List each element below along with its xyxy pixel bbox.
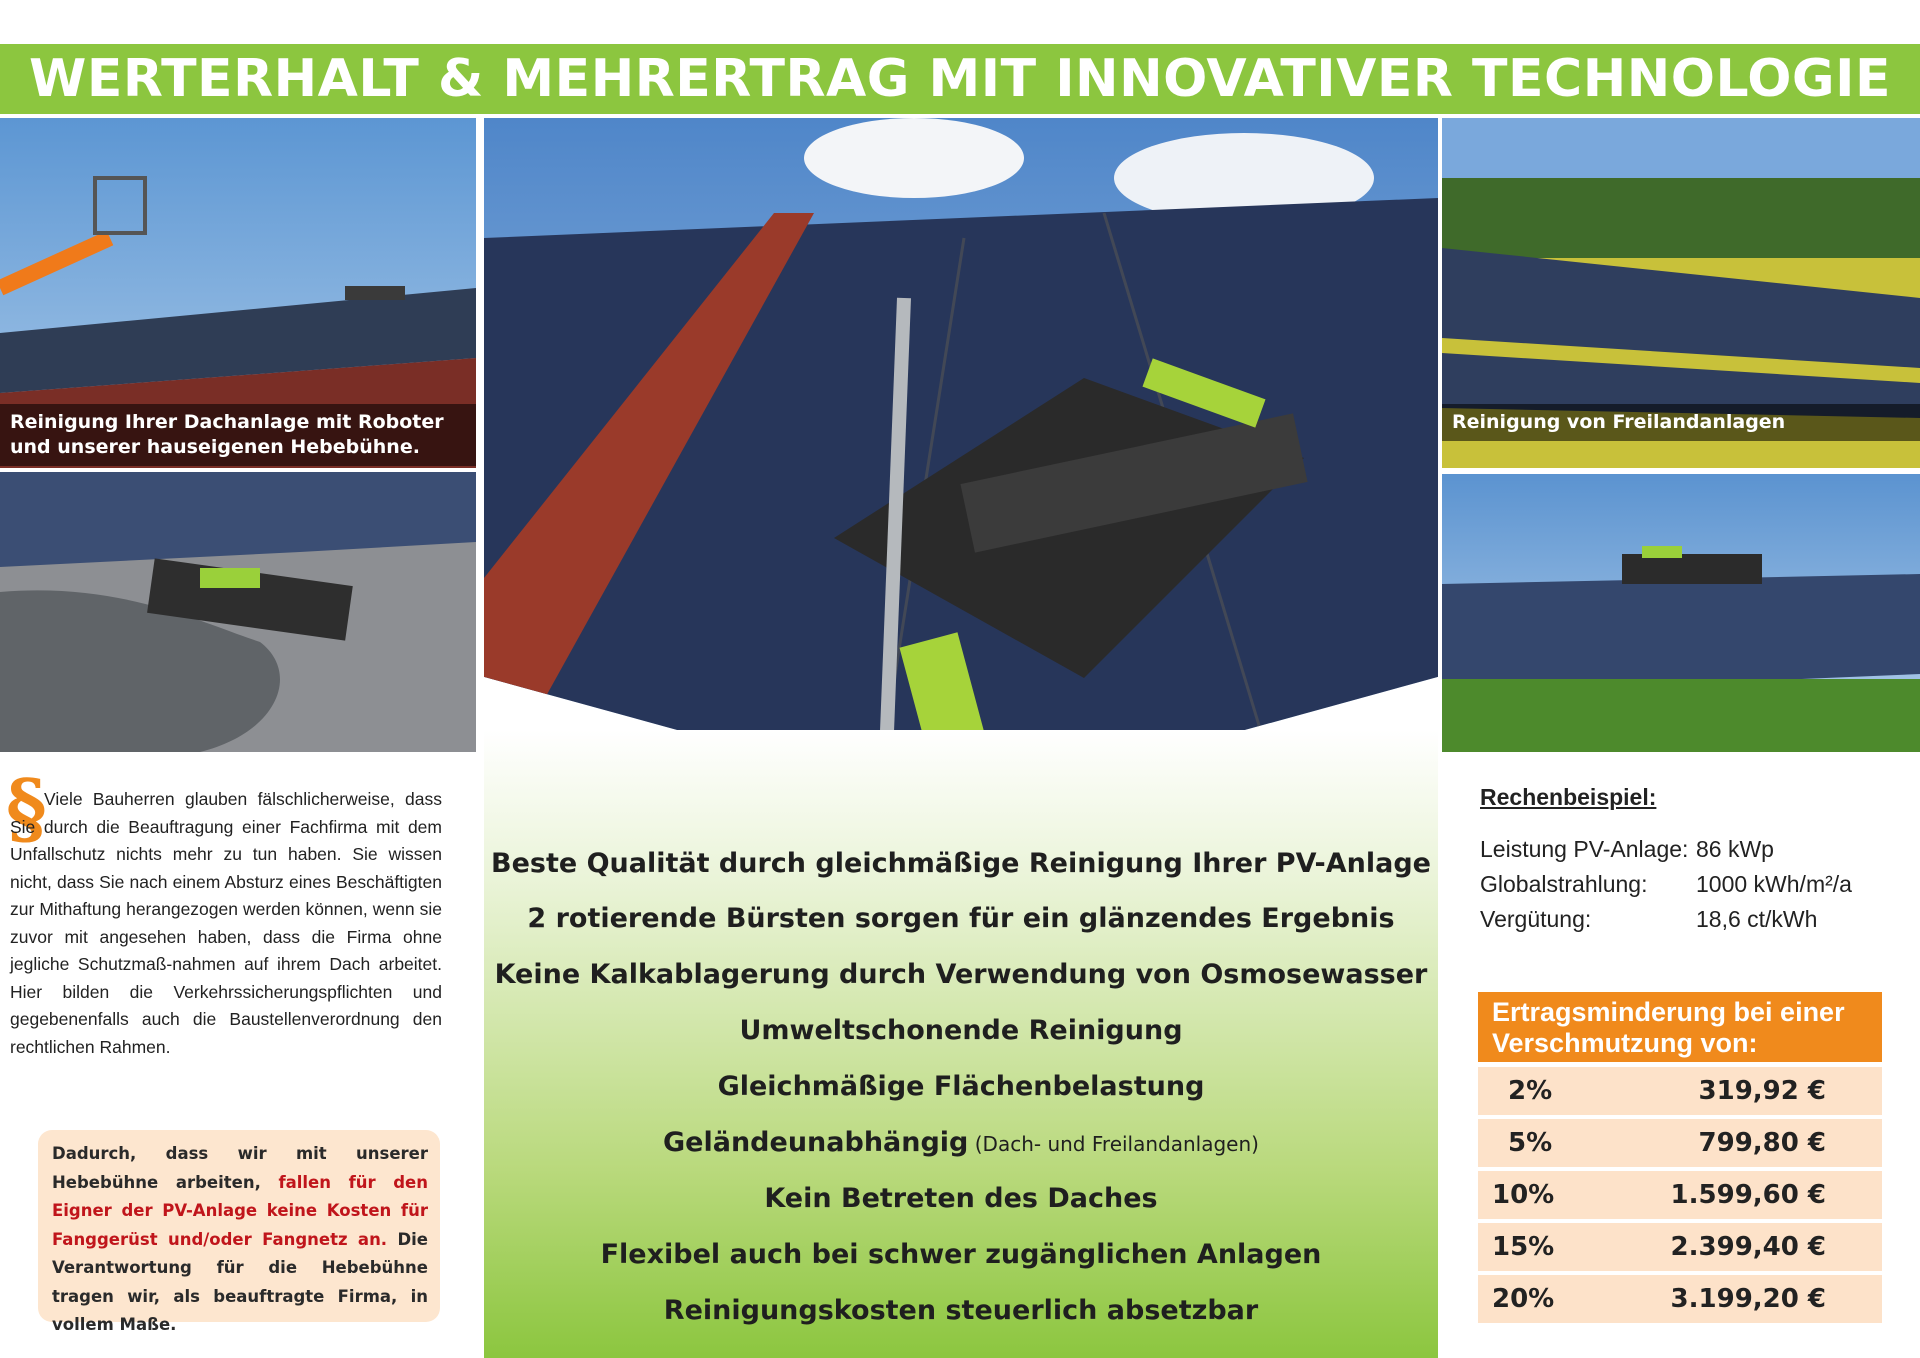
photo-roof-lift — [0, 118, 476, 468]
paragraph-mark-icon: § — [6, 763, 47, 854]
calc-label: Vergütung: — [1480, 906, 1592, 932]
page-title: WERTERHALT & MEHRERTRAG MIT INNOVATIVER TECHNOLOGIE — [29, 49, 1891, 109]
feature-item: Keine Kalkablagerung durch Verwendung von Osmosewasser — [494, 959, 1428, 990]
photo-caption: Reinigung Ihrer Dachanlage mit Roboter und unserer hauseigenen Hebebühne. — [0, 404, 476, 466]
feature-item: Gleichmäßige Flächenbelastung — [717, 1071, 1205, 1102]
photo-field-robot — [1442, 474, 1920, 752]
calc-value: 86 kWp — [1696, 836, 1774, 862]
feature-item: Umweltschonende Reinigung — [739, 1015, 1183, 1046]
loss-amount: 799,80 € — [1698, 1128, 1826, 1158]
loss-row — [1478, 1223, 1882, 1271]
photo-roof-robot — [0, 472, 476, 752]
loss-amount: 2.399,40 € — [1670, 1232, 1826, 1262]
calc-value: 1000 kWh/m²/a — [1696, 871, 1852, 897]
loss-amount: 3.199,20 € — [1670, 1284, 1826, 1314]
photo-caption: Reinigung von Freilandanlagen — [1442, 404, 1920, 441]
loss-amount: 319,92 € — [1698, 1076, 1826, 1106]
feature-item: Kein Betreten des Daches — [764, 1183, 1158, 1214]
feature-item: Geländeunabhängig (Dach- und Freilandanlagen) — [663, 1127, 1259, 1158]
legal-paragraph: Viele Bauherren glauben fälschlicherweise, dass Sie durch die Beauftragung einer Fachfirma mit dem Unfallschutz nichts mehr zu tun haben. Sie wissen nicht, dass Sie nach einem Absturz eines Beschäftigten zur Mithaftung herangezogen werden können, wenn sie zuvor mit angesehen haben, dass die Firma ohne jegliche Schutzmaß-nahmen auf ihrem Dach arbeitet. Hier bilden die Verkehrssicherungspflichten und gegebenenfalls auch die Baustellenverordnung den rechtlichen Rahmen. — [10, 789, 442, 1057]
loss-percent: 10% — [1492, 1180, 1555, 1210]
loss-row — [1478, 1067, 1882, 1115]
loss-percent: 20% — [1492, 1284, 1555, 1314]
feature-item: Flexibel auch bei schwer zugänglichen Anlagen — [600, 1239, 1322, 1270]
loss-row — [1478, 1275, 1882, 1323]
feature-item: Reinigungskosten steuerlich absetzbar — [663, 1295, 1259, 1326]
feature-item: 2 rotierende Bürsten sorgen für ein glänzendes Ergebnis — [527, 903, 1395, 934]
feature-item: Beste Qualität durch gleichmäßige Reinigung Ihrer PV-Anlage — [491, 848, 1431, 879]
loss-percent: 5% — [1508, 1128, 1553, 1158]
loss-row — [1478, 1119, 1882, 1167]
photo-field-array — [1442, 118, 1920, 468]
loss-row — [1478, 1171, 1882, 1219]
loss-percent: 15% — [1492, 1232, 1555, 1262]
loss-amount: 1.599,60 € — [1670, 1180, 1826, 1210]
loss-percent: 2% — [1508, 1076, 1553, 1106]
notice-text: Dadurch, dass wir mit unserer Hebebühne arbeiten, fallen für den Eigner der PV-Anlage keine Kosten für Fanggerüst und/oder Fangnetz an. Die Verantwortung für die Hebebühne tragen wir, als beauftragte Firma, in vollem Maße. — [52, 1144, 428, 1334]
calc-label: Globalstrahlung: — [1480, 871, 1648, 897]
calc-label: Leistung PV-Anlage: — [1480, 836, 1689, 862]
features-list — [484, 0, 1438, 1358]
notice-highlight: fallen für den Eigner der PV-Anlage keine Kosten für Fanggerüst und/oder Fangnetz an. — [52, 1172, 428, 1249]
loss-table-title: Ertragsminderung bei einer Verschmutzung von: — [1492, 997, 1845, 1058]
calc-heading: Rechenbeispiel: — [1480, 784, 1657, 810]
calc-value: 18,6 ct/kWh — [1696, 906, 1818, 932]
